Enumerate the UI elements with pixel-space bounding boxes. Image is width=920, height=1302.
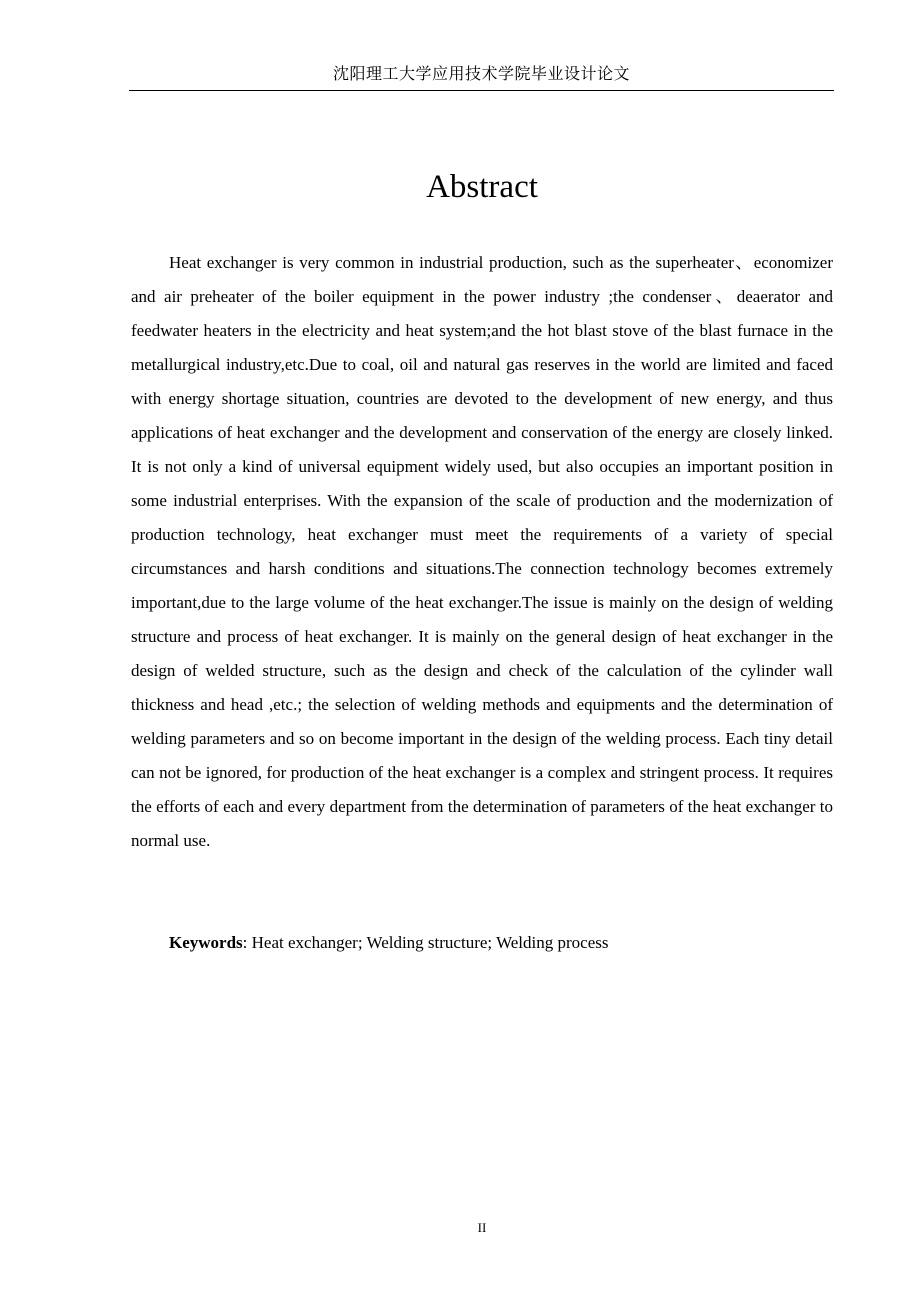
page-header [129,62,834,91]
page-number: II [477,1220,487,1235]
header-text: 沈阳理工大学应用技术学院毕业设计论文 [332,66,630,83]
keywords-value: Heat exchanger; Welding structure; Welding process [247,933,609,952]
keywords-label: Keywords [169,933,243,952]
abstract-title: Abstract [426,169,538,205]
keywords-line [169,926,833,960]
keywords-separator: : [242,933,248,952]
abstract-body: Heat exchanger is very common in industrial production, such as the superheater、economizer and air preheater of the boiler equipment in the power industry ;the condenser、deaerator and feedwater heaters in the electricity and heat system;and the hot blast stove of the blast furnace in the metallurgical industry,etc.Due to coal, oil and natural gas reserves in the world are limited and faced with energy shortage situation, countries are devoted to the development of new energy, and thus applications of heat exchanger and the development and conservation of the energy are closely linked. It is not only a kind of universal equipment widely used, but also occupies an important position in some industrial enterprises. With the expansion of the scale of production and the modernization of production technology, heat exchanger must meet the requirements of a variety of special circumstances and harsh conditions and situations.The connection technology becomes extremely important,due to the large volume of the heat exchanger.The issue is mainly on the design of welding structure and process of heat exchanger. It is mainly on the general design of heat exchanger in the design of welded structure, such as the design and check of the calculation of the cylinder wall thickness and head ,etc.; the selection of welding methods and equipments and the determination of welding parameters and so on become important in the design of the welding process. Each tiny detail can not be ignored, for production of the heat exchanger is a complex and stringent process. It requires the efforts of each and every department from the determination of parameters of the heat exchanger to normal use. [131,253,833,850]
